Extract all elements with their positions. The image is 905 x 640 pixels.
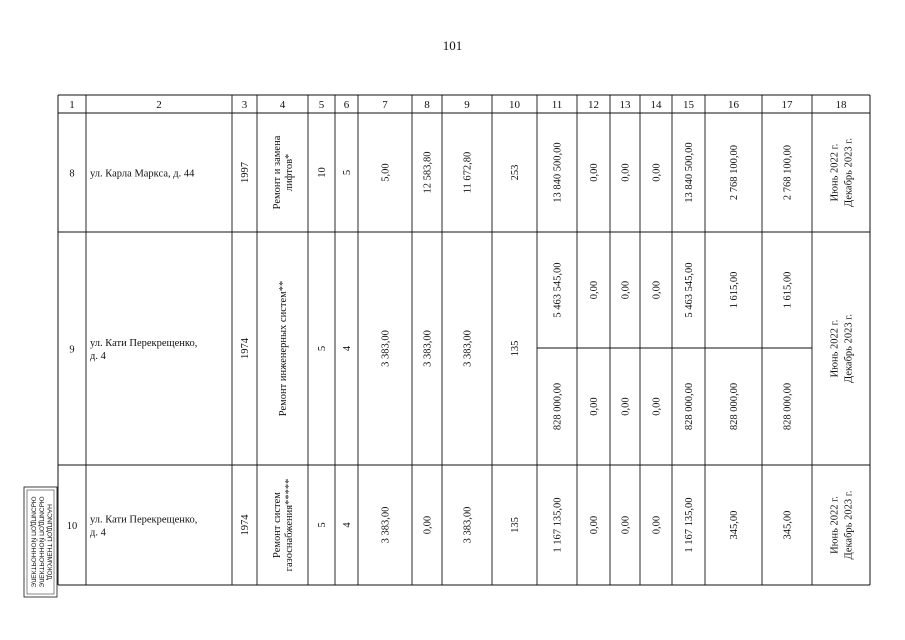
c13-cell: 0,00 (620, 515, 632, 535)
term-cell: Июнь 2022 г. Декабрь 2023 г. (829, 490, 855, 560)
c16-cell: 345,00 (729, 510, 740, 540)
col7-cell: 3 383,00 (380, 330, 392, 367)
col6-cell: 4 (342, 522, 353, 528)
header-cell-1: 1 (69, 99, 75, 111)
header-cell-16: 16 (728, 99, 739, 111)
header-cell-11: 11 (551, 99, 563, 111)
address-cell: ул. Карла Маркса, д. 44 (90, 168, 195, 180)
header-cell-17: 17 (781, 99, 793, 111)
col5-cell: 10 (317, 167, 328, 178)
c13-cell: 0,00 (620, 163, 632, 182)
col6-cell: 4 (342, 345, 353, 352)
col9-cell: 11 672,80 (462, 151, 474, 194)
row-number: 9 (69, 344, 75, 356)
header-cell-5: 5 (318, 99, 325, 111)
c14-cell: 0,00 (651, 163, 663, 182)
c15-cell: 13 840 500,00 (684, 142, 695, 203)
c16-cell: 2 768 100,00 (729, 144, 740, 201)
c12-cell: 0,00 (589, 515, 600, 535)
col8-cell: 0,00 (422, 515, 434, 535)
col5-cell: 5 (317, 522, 328, 528)
year-cell: 1974 (240, 338, 251, 359)
col5-cell: 5 (317, 345, 328, 352)
address-cell: ул. Кати Перекрещенко, д. 4 (90, 514, 198, 539)
page-number: 101 (442, 38, 463, 53)
c17-cell: 2 768 100,00 (782, 144, 794, 201)
header-cell-10: 10 (509, 99, 520, 111)
col10-cell: 135 (510, 340, 521, 357)
c17-cell: 345,00 (782, 510, 794, 540)
address-cell: ул. Кати Перекрещенко, д. 4 (90, 338, 198, 362)
split-bottom-c17-cell: 828 000,00 (782, 382, 794, 431)
c12-cell: 0,00 (589, 163, 600, 182)
split-bottom-c14-cell: 0,00 (651, 397, 663, 416)
header-cell-7: 7 (382, 99, 388, 111)
header-cell-14: 14 (650, 99, 662, 111)
header-cell-9: 9 (464, 99, 470, 111)
row-number: 10 (66, 521, 78, 532)
header-cell-6: 6 (343, 99, 350, 111)
signature-stamp-text: ДОКУМЕНТ ПОДПИСАНЭЛЕКТРОННОЙ ПОДПИСЬЮЭЛЕКТРОННОЙ ПОДПИСЬЮ (29, 496, 53, 588)
c15-cell: 1 167 135,00 (684, 497, 695, 553)
split-top-c13-cell: 0,00 (620, 280, 632, 300)
split-bottom-c11-cell: 828 000,00 (552, 382, 564, 431)
header-cell-8: 8 (424, 99, 430, 111)
split-top-c17-cell: 1 615,00 (782, 271, 794, 309)
c11-cell: 1 167 135,00 (552, 497, 564, 553)
split-bottom-c16-cell: 828 000,00 (729, 382, 740, 431)
split-bottom-c13-cell: 0,00 (620, 397, 632, 416)
header-cell-2: 2 (156, 99, 162, 111)
split-top-c11-cell: 5 463 545,00 (552, 262, 564, 318)
work-type-cell: Ремонт системгазоснабжения***** (272, 478, 295, 572)
col7-cell: 5,00 (380, 163, 392, 182)
header-cell-13: 13 (619, 99, 631, 111)
col10-cell: 253 (510, 164, 521, 181)
split-bottom-c15-cell: 828 000,00 (684, 382, 695, 431)
term-cell: Июнь 2022 г. Декабрь 2023 г. (829, 314, 855, 383)
split-top-c15-cell: 5 463 545,00 (684, 262, 695, 318)
split-top-c16-cell: 1 615,00 (729, 271, 740, 309)
header-cell-15: 15 (683, 99, 694, 111)
col8-cell: 12 583,80 (422, 151, 434, 194)
c14-cell: 0,00 (651, 515, 663, 535)
header-cell-3: 3 (241, 99, 248, 111)
header-cell-4: 4 (279, 99, 286, 111)
col8-cell: 3 383,00 (422, 330, 434, 367)
row-number: 8 (69, 168, 75, 180)
year-cell: 1997 (240, 162, 251, 183)
split-top-c12-cell: 0,00 (589, 280, 600, 300)
term-cell: Июнь 2022 г. Декабрь 2023 г. (829, 138, 855, 207)
header-cell-12: 12 (588, 99, 599, 111)
col10-cell: 135 (510, 517, 521, 533)
col9-cell: 3 383,00 (462, 506, 474, 544)
year-cell: 1974 (240, 514, 251, 536)
work-type-cell: Ремонт инженерных систем** (278, 280, 289, 417)
col9-cell: 3 383,00 (462, 330, 474, 367)
split-bottom-c12-cell: 0,00 (589, 397, 600, 416)
header-cell-18: 18 (835, 99, 847, 111)
c11-cell: 13 840 500,00 (552, 142, 564, 203)
split-top-c14-cell: 0,00 (651, 280, 663, 300)
col7-cell: 3 383,00 (380, 506, 392, 544)
col6-cell: 5 (342, 169, 353, 176)
work-type-cell: Ремонт и заменалифтов* (272, 135, 295, 210)
